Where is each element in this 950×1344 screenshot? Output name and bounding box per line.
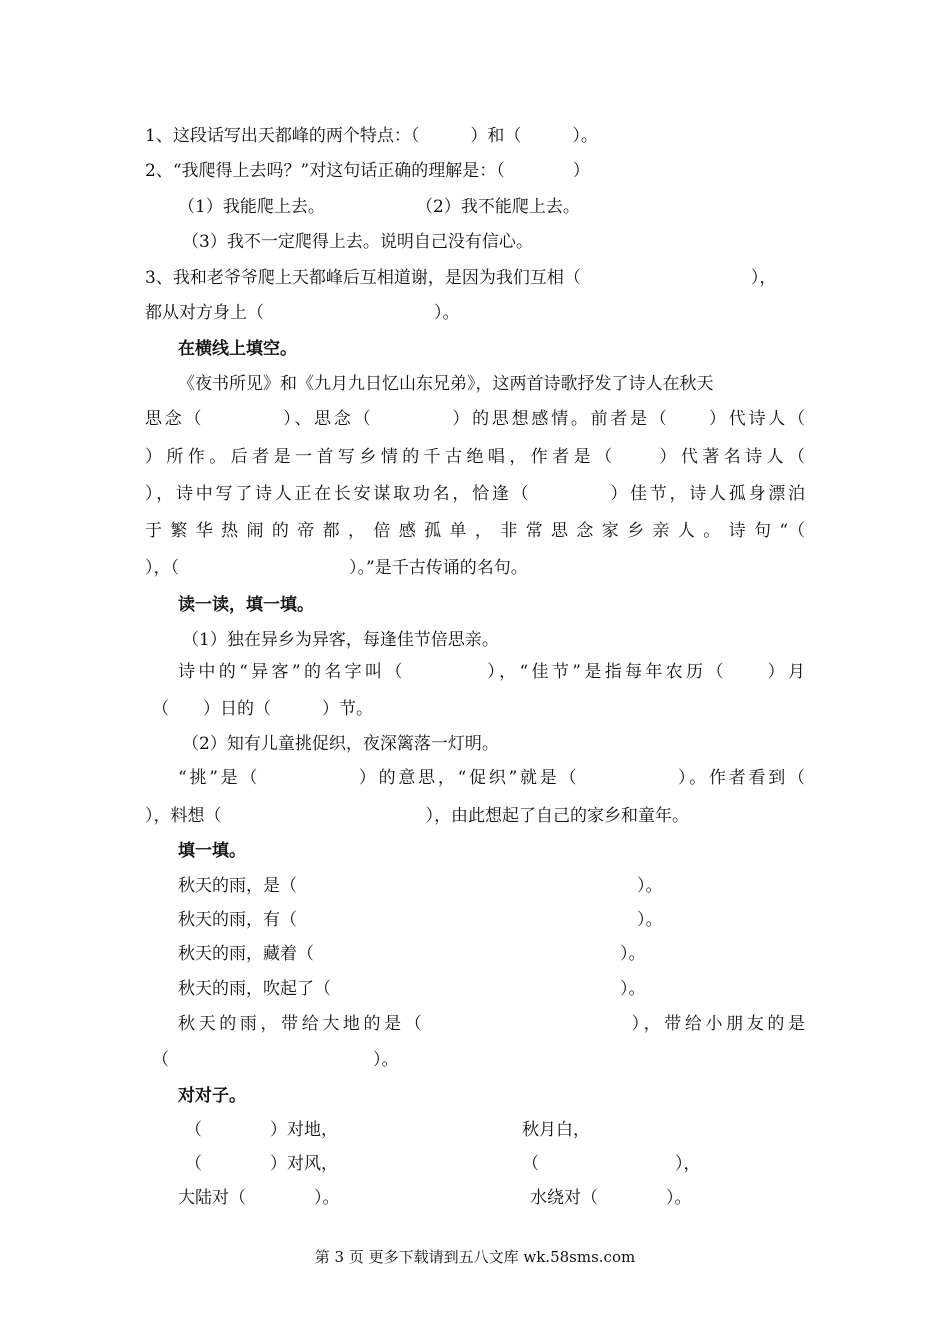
poem-paragraph-line: ），诗中写了诗人正在长安谋取功名，恰逢（ ）佳节，诗人孤身漂泊 xyxy=(145,484,805,504)
fill-line: 秋天的雨，有（ ）。 xyxy=(178,910,663,930)
couplet-left: （ ）对风， xyxy=(185,1154,338,1174)
q2-option-3: （3）我不一定爬得上去。说明自己没有信心。 xyxy=(182,232,533,252)
fill-line: 秋天的雨，藏着（ ）。 xyxy=(178,944,646,964)
poem-paragraph-line: ）所作。后者是一首写乡情的千古绝唱，作者是（ ）代著名诗人（ xyxy=(145,447,805,467)
section-heading-couplets: 对对子。 xyxy=(178,1086,246,1106)
poem-paragraph-line: ），（ ）。”是千古传诵的名句。 xyxy=(145,558,528,578)
couplet-right: 水绕对（ ）。 xyxy=(530,1188,692,1208)
section-heading-read-fill: 读一读，填一填。 xyxy=(178,595,314,615)
read-line: （ ）日的（ ）节。 xyxy=(152,699,373,719)
q2-option-1: （1）我能爬上去。 xyxy=(178,197,325,217)
read-line: 诗中的“异客”的名字叫（ ），“佳节”是指每年农历（ ）月 xyxy=(178,662,805,682)
fill-line: 秋天的雨，带给大地的是（ ），带给小朋友的是 xyxy=(178,1014,805,1034)
fill-line: 秋天的雨，吹起了（ ）。 xyxy=(178,979,646,999)
couplet-right: （ ）， xyxy=(522,1154,701,1174)
couplet-right: 秋月白， xyxy=(522,1120,590,1140)
q3-line2: 都从对方身上（ ）。 xyxy=(145,303,460,323)
section-heading-fill: 填一填。 xyxy=(178,841,246,861)
q2-line: 2、“我爬得上去吗？”对这句话正确的理解是：（ ） xyxy=(145,161,590,181)
fill-line: （ ）。 xyxy=(152,1050,399,1070)
couplet-left: （ ）对地， xyxy=(185,1120,338,1140)
couplet-left: 大陆对（ ）。 xyxy=(178,1188,340,1208)
section-heading-fill-lines: 在横线上填空。 xyxy=(178,339,297,359)
fill-line: 秋天的雨，是（ ）。 xyxy=(178,876,663,896)
read-line: ），料想（ ），由此想起了自己的家乡和童年。 xyxy=(145,806,689,826)
poem-paragraph-line: 《夜书所见》和《九月九日忆山东兄弟》，这两首诗歌抒发了诗人在秋天 xyxy=(178,374,714,394)
poem-paragraph-line: 思念（ ）、思念（ ）的思想感情。前者是（ ）代诗人（ xyxy=(145,409,805,429)
read-line: （2）知有儿童挑促织，夜深篱落一灯明。 xyxy=(182,734,499,754)
page-footer: 第 3 页 更多下载请到五八文库 wk.58sms.com xyxy=(314,1248,636,1266)
q2-option-2: （2）我不能爬上去。 xyxy=(416,197,580,217)
read-line: （1）独在异乡为异客，每逢佳节倍思亲。 xyxy=(182,630,499,650)
poem-paragraph-line: 于繁华热闹的帝都，倍感孤单，非常思念家乡亲人。诗句“（ xyxy=(145,521,805,541)
q3-line1: 3、我和老爷爷爬上天都峰后互相道谢，是因为我们互相（ ）， xyxy=(145,268,777,288)
read-line: “挑”是（ ）的意思，“促织”就是（ ）。作者看到（ xyxy=(178,768,805,788)
q1-line1: 1、这段话写出天都峰的两个特点：（ ）和（ ）。 xyxy=(145,126,598,146)
